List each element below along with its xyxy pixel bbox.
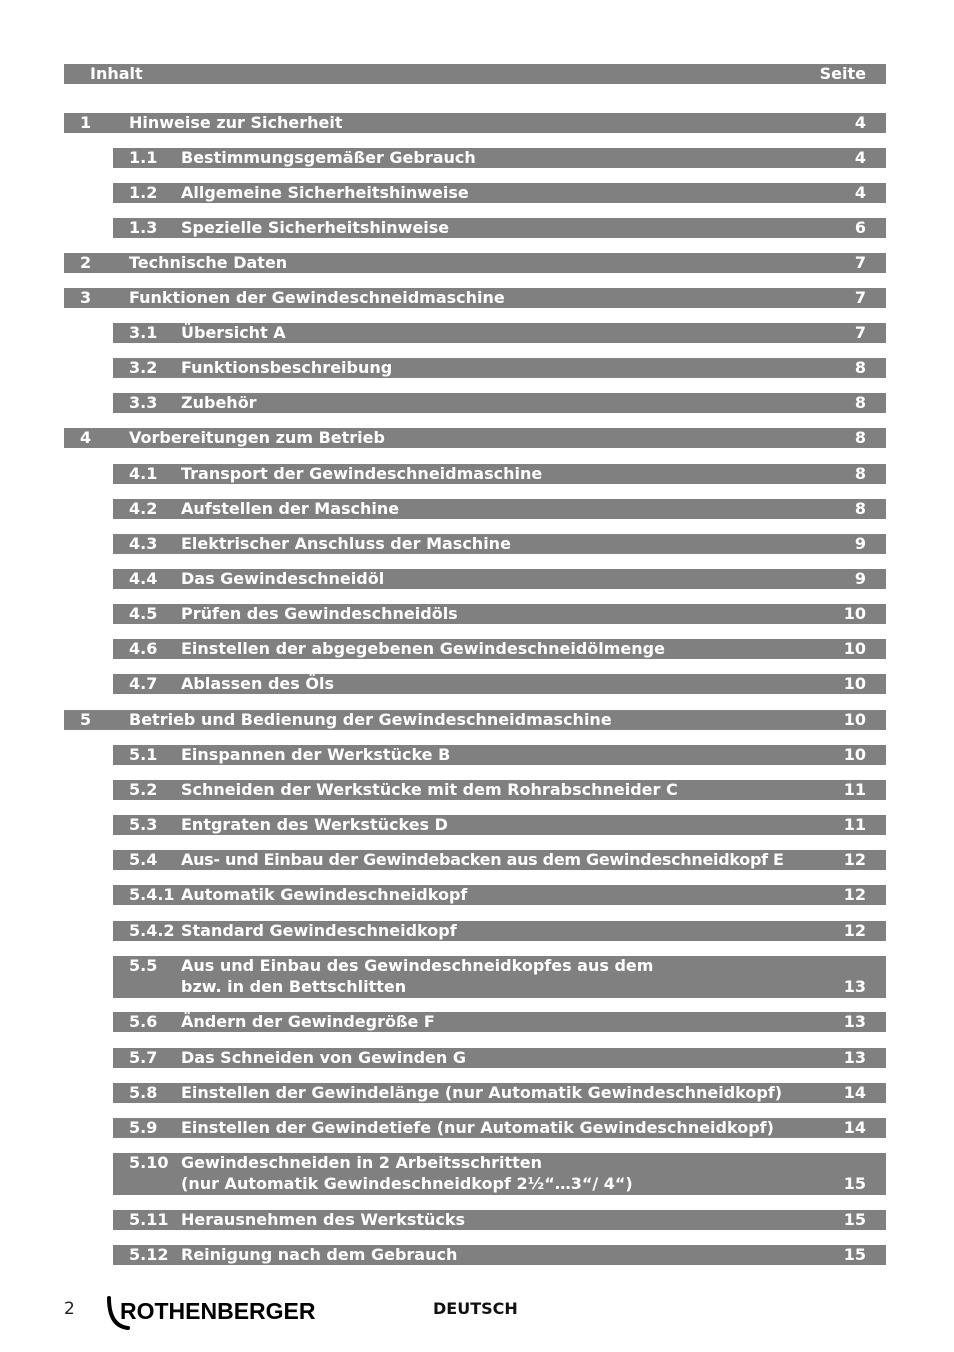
toc-chapter-5[interactable] — [64, 710, 886, 730]
toc-section-5-1[interactable] — [113, 745, 886, 765]
toc-number: 5.4.2 — [129, 921, 175, 940]
toc-number: 3 — [80, 288, 92, 307]
toc-title: Aus- und Einbau der Gewindebacken aus dem Gewindeschneidkopf E — [181, 850, 784, 869]
toc-page: 7 — [854, 253, 866, 272]
toc-title: Entgraten des Werkstückes D — [181, 815, 448, 834]
toc-number: 4.3 — [129, 534, 158, 553]
toc-title-line2: bzw. in den Bettschlitten — [181, 977, 407, 996]
toc-title: Das Schneiden von Gewinden G — [181, 1048, 466, 1067]
toc-page: 14 — [843, 1083, 866, 1102]
toc-title: Ändern der Gewindegröße F — [181, 1012, 435, 1031]
toc-chapter-2[interactable] — [64, 253, 886, 273]
toc-number: 5.5 — [129, 956, 158, 975]
toc-title: Elektrischer Anschluss der Maschine — [181, 534, 511, 553]
toc-page: 15 — [843, 1174, 866, 1193]
toc-section-4-3[interactable] — [113, 534, 886, 554]
toc-page: 8 — [854, 428, 866, 447]
toc-number: 5.7 — [129, 1048, 158, 1067]
toc-section-1-1[interactable] — [113, 148, 886, 168]
toc-title: Einstellen der Gewindelänge (nur Automatik Gewindeschneidkopf) — [181, 1083, 783, 1102]
toc-title: Hinweise zur Sicherheit — [129, 113, 343, 132]
toc-section-4-7[interactable] — [113, 674, 886, 694]
brand-name: ROTHENBERGER — [120, 1298, 316, 1324]
toc-page: 8 — [854, 499, 866, 518]
toc-title: Spezielle Sicherheitshinweise — [181, 218, 450, 237]
toc-number: 4.5 — [129, 604, 158, 623]
toc-title: Aus und Einbau des Gewindeschneidkopfes aus dem — [181, 956, 654, 975]
toc-title: Funktionen der Gewindeschneidmaschine — [129, 288, 505, 307]
toc-number: 4.7 — [129, 674, 158, 693]
toc-title: Einstellen der abgegebenen Gewindeschneidölmenge — [181, 639, 665, 658]
toc-number: 5.9 — [129, 1118, 158, 1137]
toc-number: 5.11 — [129, 1210, 169, 1229]
toc-section-5-10[interactable] — [113, 1153, 886, 1195]
toc-page: 4 — [854, 113, 866, 132]
toc-header-contents: Inhalt — [90, 64, 143, 83]
toc-number: 5.8 — [129, 1083, 158, 1102]
toc-page: 11 — [843, 815, 866, 834]
toc-section-1-2[interactable] — [113, 183, 886, 203]
toc-section-5-12[interactable] — [113, 1245, 886, 1265]
toc-number: 1.3 — [129, 218, 158, 237]
toc-section-3-1[interactable] — [113, 323, 886, 343]
toc-page: 10 — [843, 604, 866, 623]
toc-page: 12 — [843, 850, 866, 869]
toc-title: Gewindeschneiden in 2 Arbeitsschritten — [181, 1153, 543, 1172]
toc-number: 1.2 — [129, 183, 158, 202]
footer-language: DEUTSCH — [433, 1299, 518, 1318]
toc-section-5-8[interactable] — [113, 1083, 886, 1103]
toc-section-5-4-1[interactable] — [113, 885, 886, 905]
toc-page: 6 — [854, 218, 866, 237]
toc-page: 8 — [854, 358, 866, 377]
toc-number: 5.4 — [129, 850, 158, 869]
toc-page: 4 — [854, 183, 866, 202]
toc-section-4-4[interactable] — [113, 569, 886, 589]
toc-page: 12 — [843, 921, 866, 940]
toc-number: 5.10 — [129, 1153, 169, 1172]
toc-number: 5.6 — [129, 1012, 158, 1031]
toc-title: Allgemeine Sicherheitshinweise — [181, 183, 469, 202]
toc-title: Einspannen der Werkstücke B — [181, 745, 451, 764]
toc-header-page: Seite — [819, 64, 866, 83]
toc-section-1-3[interactable] — [113, 218, 886, 238]
toc-page: 7 — [854, 323, 866, 342]
toc-page: 8 — [854, 393, 866, 412]
toc-title: Herausnehmen des Werkstücks — [181, 1210, 466, 1229]
toc-title: Standard Gewindeschneidkopf — [181, 921, 457, 940]
toc-page: 10 — [843, 674, 866, 693]
toc-page: 11 — [843, 780, 866, 799]
toc-page: 13 — [843, 1012, 866, 1031]
toc-number: 5.12 — [129, 1245, 169, 1264]
toc-number: 4.6 — [129, 639, 158, 658]
toc-section-4-2[interactable] — [113, 499, 886, 519]
toc-title: Bestimmungsgemäßer Gebrauch — [181, 148, 476, 167]
toc-title: Schneiden der Werkstücke mit dem Rohrabschneider C — [181, 780, 678, 799]
toc-title: Automatik Gewindeschneidkopf — [181, 885, 468, 904]
toc-number: 5.1 — [129, 745, 158, 764]
toc-title: Einstellen der Gewindetiefe (nur Automatik Gewindeschneidkopf) — [181, 1118, 774, 1137]
toc-number: 1 — [80, 113, 92, 132]
toc-number: 5.4.1 — [129, 885, 175, 904]
toc-section-5-4-2[interactable] — [113, 921, 886, 941]
toc-page: 14 — [843, 1118, 866, 1137]
toc-title-line2: (nur Automatik Gewindeschneidkopf 2½“…3“/ 4“) — [181, 1174, 633, 1193]
toc-title: Betrieb und Bedienung der Gewindeschneidmaschine — [129, 710, 612, 729]
toc-page: 12 — [843, 885, 866, 904]
toc-page: 7 — [854, 288, 866, 307]
toc-number: 3.1 — [129, 323, 158, 342]
toc-title: Übersicht A — [181, 323, 286, 342]
toc-number: 4.2 — [129, 499, 158, 518]
toc-number: 4.4 — [129, 569, 158, 588]
toc-title: Transport der Gewindeschneidmaschine — [181, 464, 543, 483]
toc-page: 13 — [843, 1048, 866, 1067]
toc-title: Prüfen des Gewindeschneidöls — [181, 604, 458, 623]
toc-section-4-1[interactable] — [113, 464, 886, 484]
rothenberger-logo — [106, 1294, 346, 1332]
toc-section-5-4[interactable] — [113, 850, 886, 870]
toc-page: 10 — [843, 745, 866, 764]
toc-section-5-11[interactable] — [113, 1210, 886, 1230]
toc-title: Das Gewindeschneidöl — [181, 569, 385, 588]
toc-section-3-2[interactable] — [113, 358, 886, 378]
toc-section-4-5[interactable] — [113, 604, 886, 624]
toc-number: 4.1 — [129, 464, 158, 483]
toc-header — [64, 64, 886, 84]
toc-title: Reinigung nach dem Gebrauch — [181, 1245, 458, 1264]
toc-page: 15 — [843, 1210, 866, 1229]
toc-page: 8 — [854, 464, 866, 483]
toc-title: Funktionsbeschreibung — [181, 358, 393, 377]
toc-chapter-3[interactable] — [64, 288, 886, 308]
toc-number: 5.2 — [129, 780, 158, 799]
toc-section-5-6[interactable] — [113, 1012, 886, 1032]
toc-page: 9 — [854, 534, 866, 553]
toc-number: 3.2 — [129, 358, 158, 377]
toc-page: 15 — [843, 1245, 866, 1264]
toc-section-5-9[interactable] — [113, 1118, 886, 1138]
toc-number: 3.3 — [129, 393, 158, 412]
toc-title: Ablassen des Öls — [181, 674, 334, 693]
toc-chapter-4[interactable] — [64, 428, 886, 448]
toc-title: Zubehör — [181, 393, 257, 412]
toc-section-5-7[interactable] — [113, 1048, 886, 1068]
toc-page: 10 — [843, 639, 866, 658]
toc-page: 4 — [854, 148, 866, 167]
toc-section-5-2[interactable] — [113, 780, 886, 800]
footer-page-number: 2 — [64, 1299, 75, 1319]
toc-page: 9 — [854, 569, 866, 588]
toc-page: 13 — [843, 977, 866, 996]
toc-section-3-3[interactable] — [113, 393, 886, 413]
toc-number: 5.3 — [129, 815, 158, 834]
toc-section-4-6[interactable] — [113, 639, 886, 659]
toc-title: Vorbereitungen zum Betrieb — [129, 428, 385, 447]
toc-number: 2 — [80, 253, 92, 272]
toc-section-5-3[interactable] — [113, 815, 886, 835]
toc-number: 1.1 — [129, 148, 158, 167]
toc-page: 10 — [843, 710, 866, 729]
toc-section-5-5[interactable] — [113, 956, 886, 998]
toc-title: Technische Daten — [129, 253, 288, 272]
toc-number: 4 — [80, 428, 92, 447]
toc-chapter-1[interactable] — [64, 113, 886, 133]
toc-title: Aufstellen der Maschine — [181, 499, 400, 518]
toc-number: 5 — [80, 710, 92, 729]
